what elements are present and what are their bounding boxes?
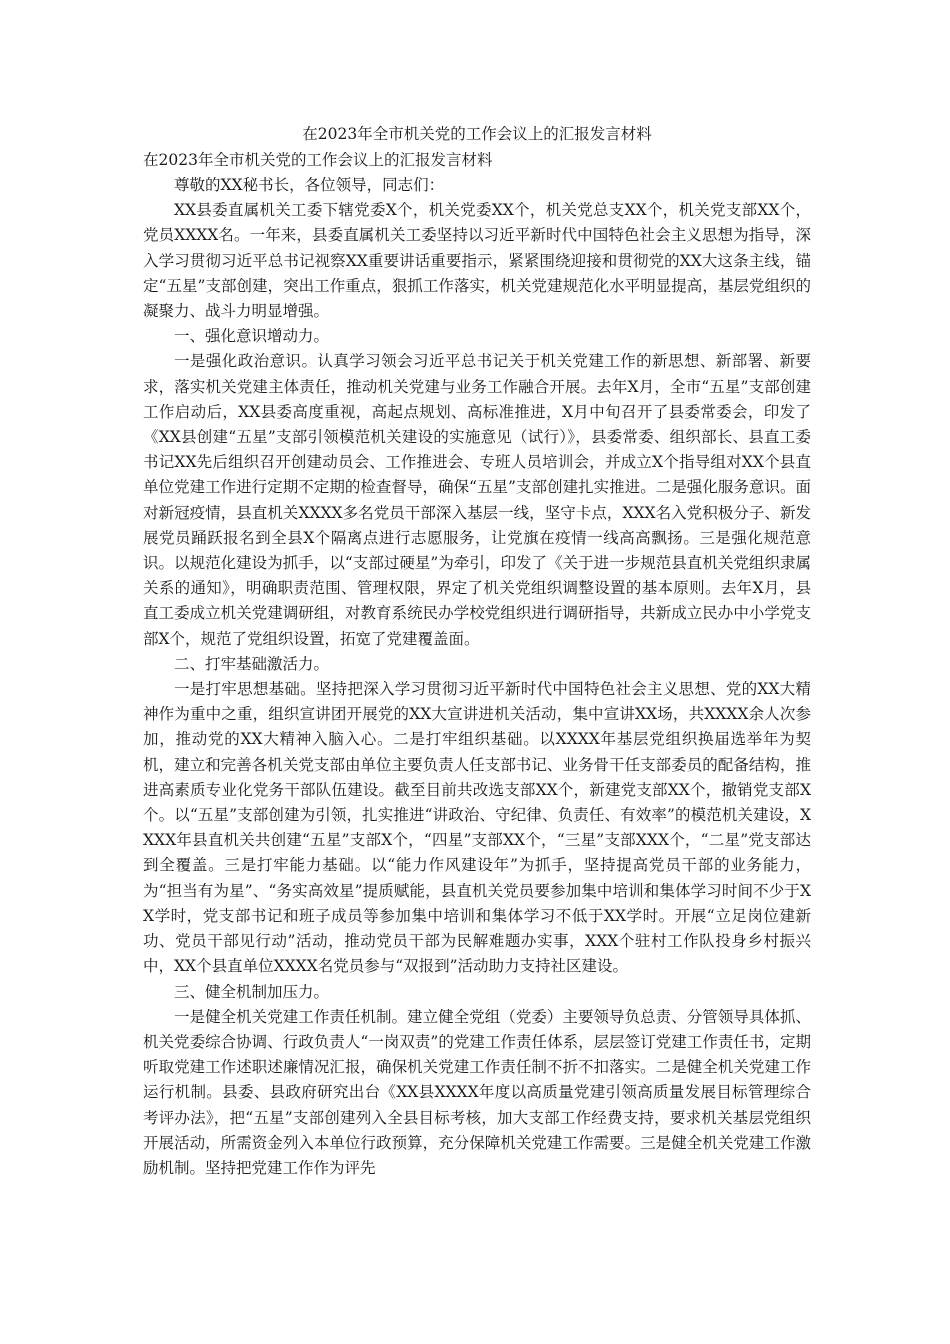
document-title: 在2023年全市机关党的工作会议上的汇报发言材料	[302, 125, 652, 143]
section-body-1: 一是强化政治意识。认真学习领会习近平总书记关于机关党建工作的新思想、新部署、新要求，落实机关党建主体责任，推动机关党建与业务工作融合开展。去年X月，全市“五星”支部创建工作启动后，XX县委高度重视，高起点规划、高标准推进，X月中旬召开了县委常委会，印发了《XX县创建“五星”支部引领模范机关建设的实施意见（试行）》，县委常委、组织部长、县直工委书记XX先后组织召开创建动员会、工作推进会、专班人员培训会，并成立X个指导组对XX个县直单位党建工作进行定期不定期的检查督导，确保“五星”支部创建扎实推进。二是强化服务意识。面对新冠疫情，县直机关XXXX多名党员干部深入基层一线，坚守卡点，XXX名入党积极分子、新发展党员踊跃报名到全县X个隔离点进行志愿服务，让党旗在疫情一线高高飘扬。三是强化规范意识。以规范化建设为抓手，以“支部过硬星”为牵引，印发了《关于进一步规范县直机关党组织隶属关系的通知》，明确职责范围、管理权限，界定了机关党组织调整设置的基本原则。去年X月，县直工委成立机关党建调研组，对教育系统民办学校党组织进行调研指导，共新成立民办中小学党支部X个，规范了党组织设置，拓宽了党建覆盖面。	[143, 352, 811, 648]
intro-paragraph: XX县委直属机关工委下辖党委X个，机关党委XX个，机关党总支XX个，机关党支部XX个，党员XXXX名。一年来，县委直属机关工委坚持以习近平新时代中国特色社会主义思想为指导，深入学习贯彻习近平总书记视察XX重要讲话重要指示，紧紧围绕迎接和贯彻党的XX大这条主线，锚定“五星”支部创建，突出工作重点，狠抓工作落实，机关党建规范化水平明显提高，基层党组织的凝聚力、战斗力明显增强。	[143, 201, 811, 321]
section-heading-3: 三、健全机制加压力。	[174, 982, 330, 1001]
document-page	[143, 122, 811, 1181]
section-heading-2: 二、打牢基础激活力。	[174, 654, 330, 673]
section-body-2: 一是打牢思想基础。坚持把深入学习贯彻习近平新时代中国特色社会主义思想、党的XX大精神作为重中之重，组织宣讲团开展党的XX大宣讲进机关活动，集中宣讲XX场，共XXXX余人次参加，推动党的XX大精神入脑入心。二是打牢组织基础。以XXXX年基层党组织换届选举年为契机，建立和完善各机关党支部由单位主要负责人任支部书记、业务骨干任支部委员的配备结构，推进高素质专业化党务干部队伍建设。截至目前共改选支部XX个，新建党支部XX个，撤销党支部X个。以“五星”支部创建为引领，扎实推进“讲政治、守纪律、负责任、有效率”的模范机关建设，XXXX年县直机关共创建“五星”支部X个，“四星”支部XX个，“三星”支部XXX个，“二星”党支部达到全覆盖。三是打牢能力基础。以“能力作风建设年”为抓手，坚持提高党员干部的业务能力，为“担当有为星”、“务实高效星”提质赋能，县直机关党员要参加集中培训和集体学习时间不少于XX学时，党支部书记和班子成员等参加集中培训和集体学习不低于XX学时。开展“立足岗位建新功、党员干部见行动”活动，推动党员干部为民解难题办实事，XXX个驻村工作队投身乡村振兴中，XX个县直单位XXXX名党员参与“双报到”活动助力支持社区建设。	[143, 680, 811, 976]
section-heading-1: 一、强化意识增动力。	[174, 327, 330, 346]
salutation: 尊敬的XX秘书长，各位领导，同志们：	[174, 176, 445, 194]
document-subtitle: 在2023年全市机关党的工作会议上的汇报发言材料	[143, 151, 493, 169]
section-body-3: 一是健全机关党建工作责任机制。建立健全党组（党委）主要领导负总责、分管领导具体抓、机关党委综合协调、行政负责人“一岗双责”的党建工作责任体系，层层签订党建工作责任书，定期听取党建工作述职述廉情况汇报，确保机关党建工作责任制不折不扣落实。二是健全机关党建工作运行机制。县委、县政府研究出台《XX县XXXX年度以高质量党建引领高质量发展目标管理综合考评办法》，把“五星”支部创建列入全县目标考核，加大支部工作经费支持，要求机关基层党组织开展活动，所需资金列入本单位行政预算，充分保障机关党建工作需要。三是健全机关党建工作激励机制。坚持把党建工作作为评先	[143, 1007, 811, 1177]
